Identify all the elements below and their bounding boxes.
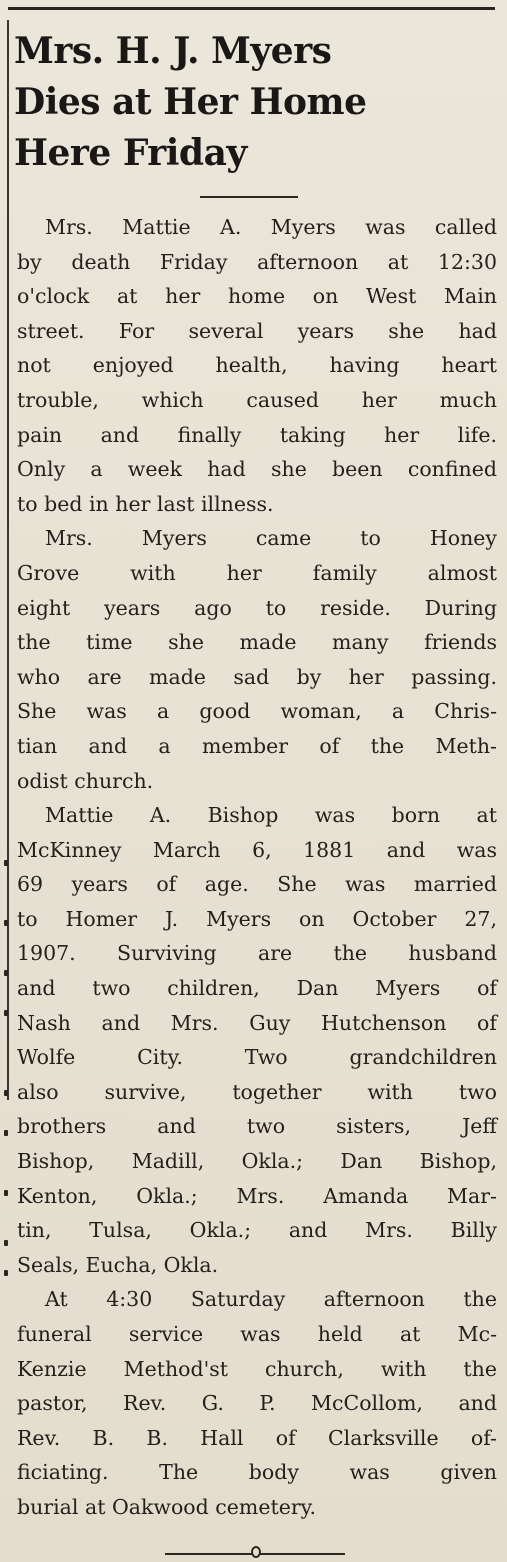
article-line: funeral service was held at Mc-	[17, 1322, 497, 1346]
headline-line: Dies at Her Home	[14, 81, 367, 123]
article-line: street. For several years she had	[17, 318, 497, 343]
article-line: burial at Oakwood cemetery.	[17, 1494, 317, 1519]
article-line: odist church.	[17, 768, 154, 793]
article-line: not enjoyed health, having heart	[17, 353, 497, 378]
article-line: and two children, Dan Myers of	[17, 976, 497, 1001]
top-column-rule	[8, 7, 495, 10]
headline-line: Mrs. H. J. Myers	[14, 30, 332, 72]
headline-line: Here Friday	[14, 132, 247, 174]
headline	[14, 26, 494, 179]
article-line: Rev. B. B. Hall of Clarksville of-	[17, 1425, 497, 1450]
article-line: o'clock at her home on West Main	[17, 284, 497, 309]
article-line: pain and finally taking her life.	[17, 422, 497, 447]
article-line: who are made sad by her passing.	[17, 664, 497, 689]
article-line: also survive, together with two	[17, 1079, 497, 1104]
article-line: Kenton, Okla.; Mrs. Amanda Mar-	[17, 1183, 497, 1208]
article-line: Kenzie Method'st church, with the	[17, 1356, 497, 1381]
article-line: to bed in her last illness.	[17, 491, 274, 516]
left-column-rule	[7, 20, 9, 1100]
article-line: 1907. Surviving are the husband	[17, 941, 497, 966]
article-line: tin, Tulsa, Okla.; and Mrs. Billy	[17, 1218, 497, 1243]
article-line: trouble, which caused her much	[17, 387, 497, 412]
article-line: She was a good woman, a Chris-	[17, 699, 497, 724]
article-line: pastor, Rev. G. P. McCollom, and	[17, 1391, 497, 1416]
article-line: McKinney March 6, 1881 and was	[17, 837, 497, 862]
article-line: the time she made many friends	[17, 630, 497, 655]
article-line: Only a week had she been confined	[17, 457, 497, 482]
article-line: to Homer J. Myers on October 27,	[17, 906, 497, 931]
article-line: Grove with her family almost	[17, 560, 497, 585]
headline-divider	[200, 196, 298, 198]
article-line: Wolfe City. Two grandchildren	[17, 1045, 497, 1070]
article-line: Mrs. Mattie A. Myers was called	[45, 215, 497, 239]
article-line: Nash and Mrs. Guy Hutchenson of	[17, 1010, 497, 1035]
article-body	[17, 210, 497, 1525]
article-line: Mattie A. Bishop was born at	[45, 803, 497, 828]
article-line: eight years ago to reside. During	[17, 595, 497, 620]
article-line: Bishop, Madill, Okla.; Dan Bishop,	[17, 1149, 497, 1174]
article-line: Seals, Eucha, Okla.	[17, 1252, 219, 1277]
end-mark-icon	[251, 1546, 261, 1558]
article-line: by death Friday afternoon at 12:30	[17, 249, 497, 274]
article-line: 69 years of age. She was married	[17, 872, 497, 897]
article-line: Mrs. Myers came to Honey	[45, 526, 497, 551]
article-line: tian and a member of the Meth-	[17, 733, 497, 758]
article-line: brothers and two sisters, Jeff	[17, 1114, 497, 1139]
article-line: ficiating. The body was given	[17, 1460, 497, 1485]
article-line: At 4:30 Saturday afternoon the	[45, 1287, 497, 1312]
